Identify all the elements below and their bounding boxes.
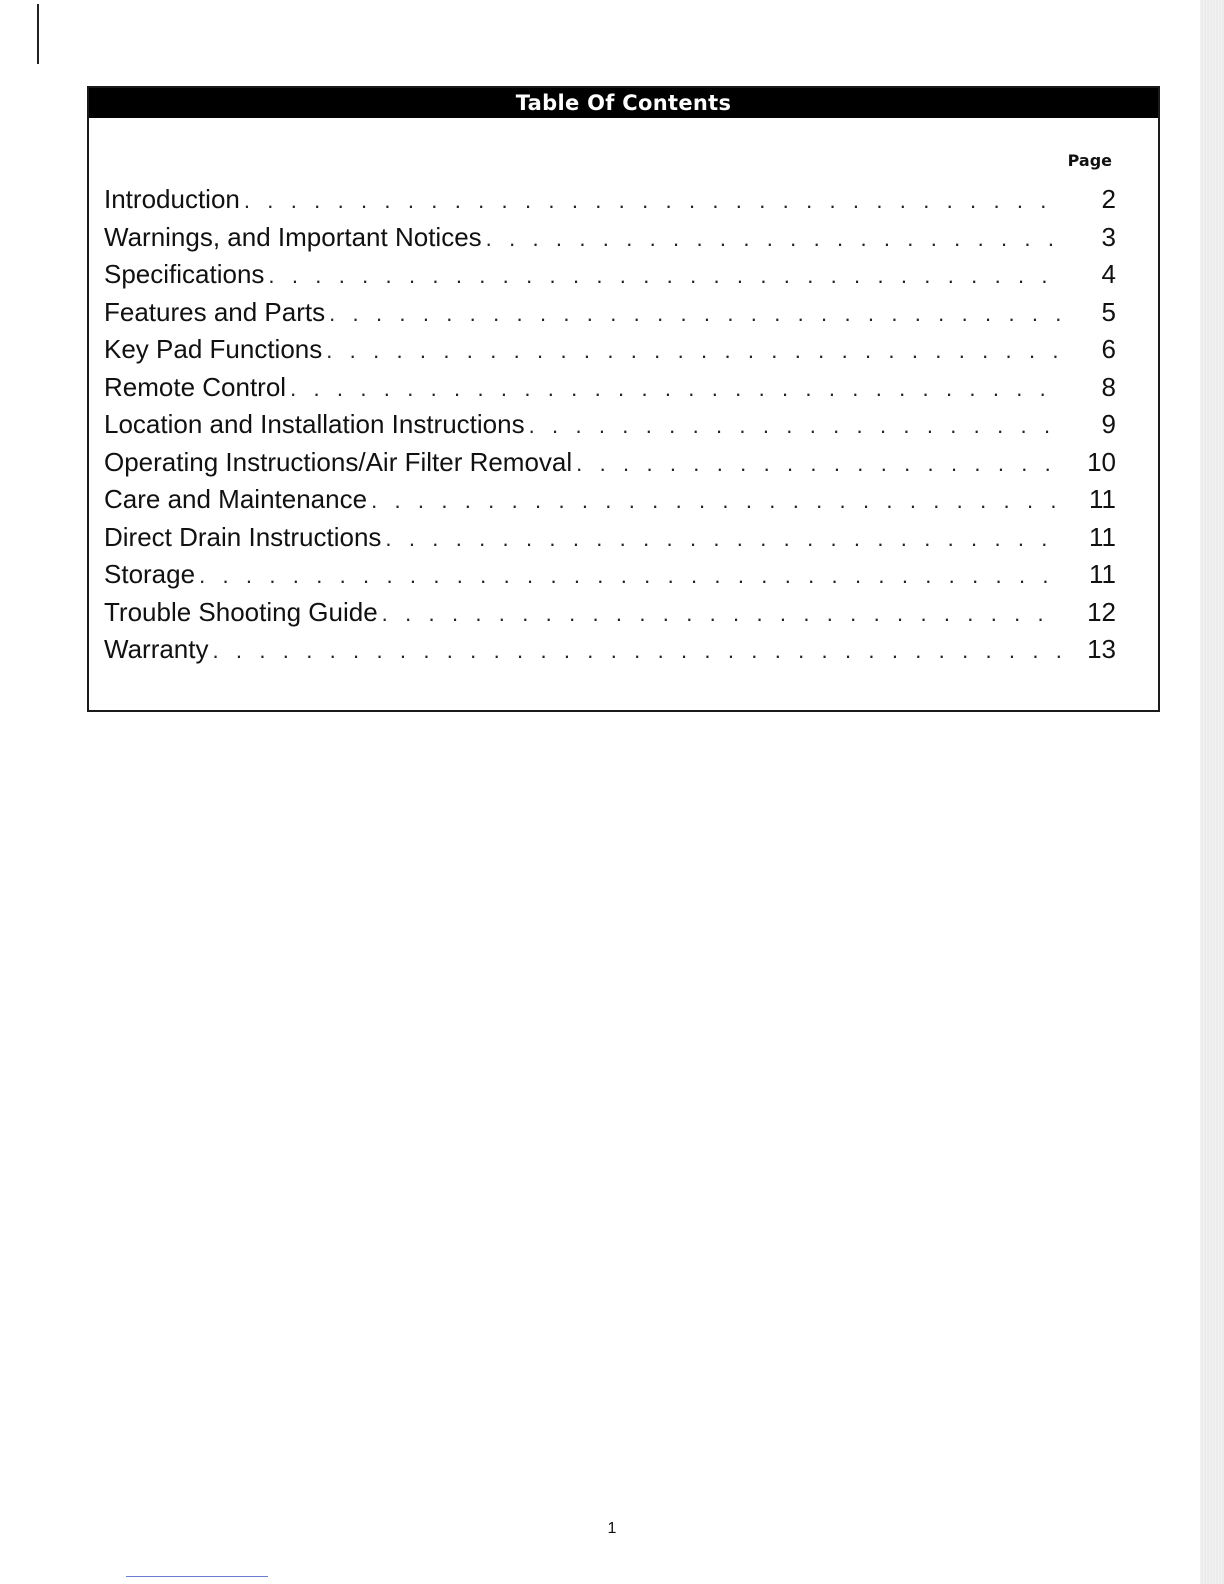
toc-entry-trouble-shooting[interactable]: [104, 594, 1116, 632]
toc-entry-features-and-parts[interactable]: [104, 294, 1116, 332]
toc-entry-page: 12: [1087, 596, 1116, 627]
toc-entry-title: Location and Installation Instructions: [104, 409, 525, 439]
toc-entry-page: 11: [1089, 484, 1116, 514]
footer-page-number: 1: [607, 1520, 617, 1537]
dot-leader: [382, 595, 1062, 633]
toc-entry-title: Key Pad Functions: [104, 334, 323, 364]
scan-edge: [1200, 0, 1224, 1584]
toc-entry-location-installation[interactable]: [104, 406, 1116, 444]
dot-leader: [576, 445, 1062, 483]
dot-leader: [199, 557, 1062, 595]
toc-entry-title: Warnings, and Important Notices: [104, 221, 482, 252]
toc-entry-page: 4: [1101, 259, 1116, 289]
toc-entry-operating-instructions[interactable]: [104, 444, 1116, 482]
toc-header: Table Of Contents: [89, 88, 1158, 118]
dot-leader: [329, 295, 1062, 333]
toc-entry-page: 11: [1089, 559, 1116, 589]
toc-entry-page: 2: [1101, 184, 1116, 214]
toc-entry-page: 8: [1101, 371, 1116, 402]
page-column-label: Page: [1067, 151, 1112, 170]
toc-entry-introduction[interactable]: [104, 181, 1116, 219]
toc-entry-warnings[interactable]: [104, 219, 1116, 257]
dot-leader: [290, 370, 1062, 408]
toc-entry-title: Introduction: [104, 184, 240, 214]
dot-leader: [326, 332, 1062, 370]
dot-leader: [529, 407, 1062, 445]
toc-entry-title: Trouble Shooting Guide: [104, 596, 378, 627]
dot-leader: [244, 182, 1062, 220]
dot-leader: [486, 220, 1062, 258]
toc-entry-page: 13: [1087, 634, 1116, 664]
toc-entry-specifications[interactable]: [104, 256, 1116, 294]
toc-entry-title: Operating Instructions/Air Filter Removal: [104, 446, 573, 477]
toc-entry-title: Warranty: [104, 634, 209, 664]
toc-entry-title: Direct Drain Instructions: [104, 521, 382, 552]
toc-entry-title: Storage: [104, 559, 196, 589]
dot-leader: [385, 520, 1062, 558]
toc-entry-direct-drain[interactable]: [104, 519, 1116, 557]
toc-entry-remote-control[interactable]: [104, 369, 1116, 407]
toc-entry-page: 9: [1101, 409, 1116, 439]
toc-list: [104, 181, 1116, 669]
toc-box: [87, 86, 1160, 712]
toc-entry-key-pad-functions[interactable]: [104, 331, 1116, 369]
toc-entry-title: Features and Parts: [104, 296, 326, 327]
dot-leader: [213, 632, 1063, 670]
toc-entry-page: 3: [1101, 221, 1116, 252]
toc-entry-title: Remote Control: [104, 371, 287, 402]
toc-entry-warranty[interactable]: [104, 631, 1116, 669]
dot-leader: [268, 257, 1062, 295]
toc-entry-page: 11: [1089, 521, 1116, 552]
bottom-rule: [126, 1576, 268, 1577]
toc-entry-title: Specifications: [104, 259, 265, 289]
toc-entry-care-maintenance[interactable]: [104, 481, 1116, 519]
dot-leader: [371, 482, 1062, 520]
toc-entry-page: 5: [1101, 296, 1116, 327]
toc-entry-page: 6: [1101, 334, 1116, 364]
toc-entry-page: 10: [1087, 446, 1116, 477]
toc-entry-storage[interactable]: [104, 556, 1116, 594]
toc-entry-title: Care and Maintenance: [104, 484, 368, 514]
scan-mark: [37, 4, 39, 64]
